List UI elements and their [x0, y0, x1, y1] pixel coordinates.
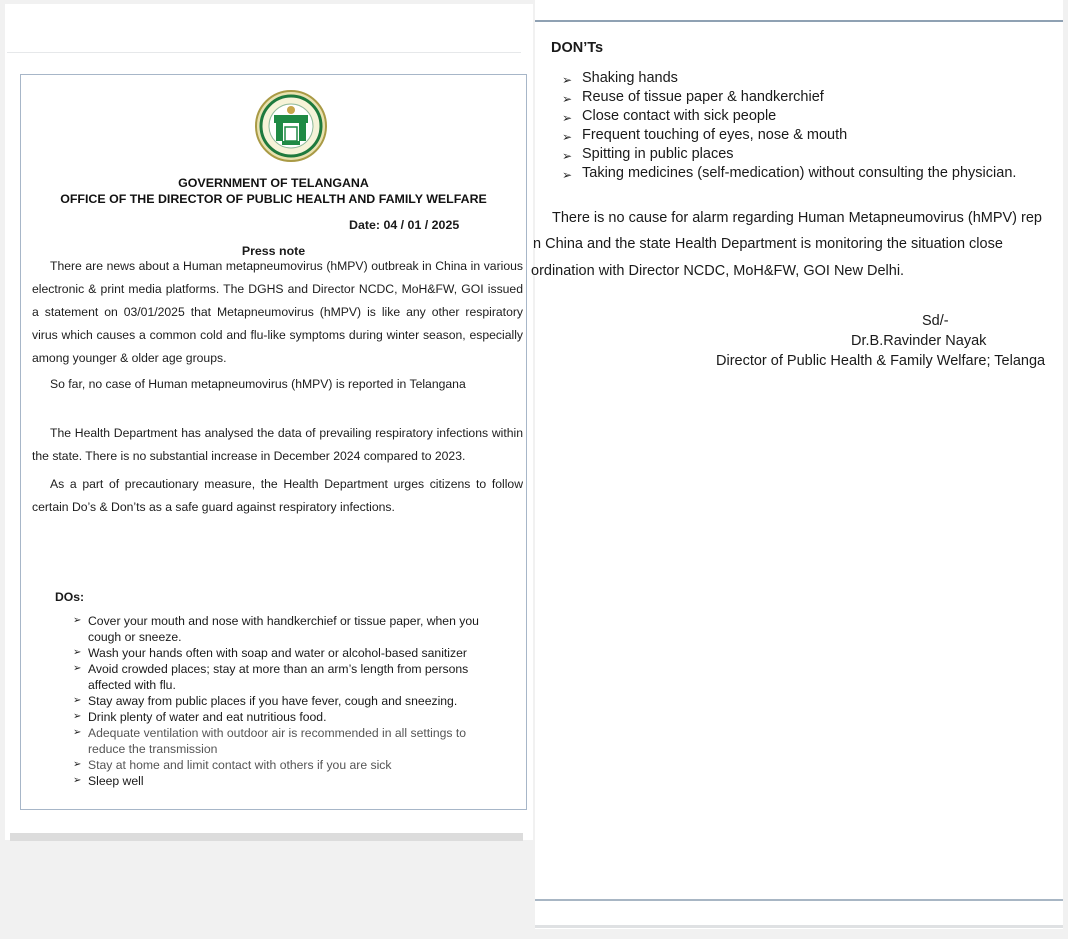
- arrow-bullet-icon: ➢: [562, 92, 573, 106]
- paragraph: There are news about a Human metapneumovirus (hMPV) outbreak in China in various electronic & print media platforms. The DGHS and Director NCDC, MoH&FW, GOI issued a statement on 03/01/2025 that Metapneumovirus (hMPV) is like any other respiratory virus which causes a common cold and flu-like symptoms during winter season, especially among younger & older age groups.: [32, 259, 523, 365]
- paragraph: As a part of precautionary measure, the Health Department urges citizens to follow certain Do’s & Don’ts as a safe guard against respiratory infections.: [32, 477, 523, 514]
- arrow-bullet-icon: ➢: [562, 73, 573, 87]
- divider: [535, 20, 1063, 22]
- date-value: 04 / 01 / 2025: [383, 218, 460, 232]
- paragraph: So far, no case of Human metapneumovirus (hMPV) is reported in Telangana: [50, 377, 466, 391]
- list-item-text: Frequent touching of eyes, nose & mouth: [582, 127, 848, 143]
- list-item-text: Cover your mouth and nose with handkerchief or tissue paper, when you cough or sneeze.: [88, 614, 479, 644]
- press-note-title: Press note: [241, 244, 306, 258]
- list-item: [562, 107, 1016, 126]
- dos-list: [73, 613, 503, 789]
- list-item: [73, 661, 503, 693]
- list-item: [73, 693, 503, 709]
- closing-line: n China and the state Health Department is monitoring the situation close: [533, 236, 1003, 252]
- arrow-bullet-icon: ➢: [562, 130, 573, 144]
- signatory-name: Dr.B.Ravinder Nayak: [851, 333, 987, 349]
- arrow-bullet-icon: ➢: [73, 727, 82, 738]
- page-edge: [10, 833, 523, 841]
- list-item: [73, 613, 503, 645]
- list-item-text: Avoid crowded places; stay at more than an arm’s length from persons affected with flu.: [88, 662, 469, 692]
- list-item-text: Sleep well: [88, 774, 144, 788]
- donts-title: DON’Ts: [551, 40, 604, 56]
- donts-list: [562, 69, 1016, 183]
- list-item-text: Wash your hands often with soap and water or alcohol-based sanitizer: [88, 646, 467, 660]
- header-government: GOVERNMENT OF TELANGANA: [178, 176, 369, 190]
- signature-sd: Sd/-: [922, 313, 949, 329]
- paragraph: The Health Department has analysed the data of prevailing respiratory infections within the state. There is no substantial increase in December 2024 compared to 2023.: [32, 426, 523, 463]
- telangana-emblem-icon: [252, 89, 330, 163]
- list-item-text: Stay at home and limit contact with others if you are sick: [88, 758, 392, 772]
- list-item-text: Spitting in public places: [582, 146, 734, 162]
- dos-title: DOs:: [55, 590, 85, 604]
- header-office: OFFICE OF THE DIRECTOR OF PUBLIC HEALTH AND FAMILY WELFARE: [60, 192, 487, 206]
- right-page: [531, 0, 1063, 929]
- date-line: [349, 218, 459, 232]
- list-item-text: Taking medicines (self-medication) without consulting the physician.: [582, 165, 1017, 181]
- arrow-bullet-icon: ➢: [73, 695, 82, 706]
- list-item-text: Adequate ventilation with outdoor air is recommended in all settings to reduce the transmission: [88, 726, 467, 756]
- list-item: [562, 126, 1016, 145]
- closing-line: There is no cause for alarm regarding Human Metapneumovirus (hMPV) rep: [552, 210, 1042, 226]
- list-item-text: Close contact with sick people: [582, 108, 777, 124]
- list-item: [73, 645, 503, 661]
- arrow-bullet-icon: ➢: [73, 759, 82, 770]
- list-item: [73, 773, 503, 789]
- arrow-bullet-icon: ➢: [562, 168, 573, 182]
- list-item: [562, 88, 1016, 107]
- list-item-text: Drink plenty of water and eat nutritious food.: [88, 710, 327, 724]
- arrow-bullet-icon: ➢: [73, 615, 82, 626]
- divider: [535, 899, 1063, 901]
- arrow-bullet-icon: ➢: [73, 647, 82, 658]
- arrow-bullet-icon: ➢: [73, 663, 82, 674]
- press-note-frame: [20, 74, 527, 810]
- list-item-text: Shaking hands: [582, 70, 678, 86]
- list-item: [73, 709, 503, 725]
- signatory-designation: Director of Public Health & Family Welfare; Telanga: [716, 353, 1046, 369]
- list-item: [562, 145, 1016, 164]
- left-page: [5, 4, 533, 840]
- arrow-bullet-icon: ➢: [73, 711, 82, 722]
- arrow-bullet-icon: ➢: [562, 149, 573, 163]
- arrow-bullet-icon: ➢: [73, 775, 82, 786]
- list-item: [562, 69, 1016, 88]
- page-edge: [535, 925, 1063, 928]
- arrow-bullet-icon: ➢: [562, 111, 573, 125]
- list-item: [73, 757, 503, 773]
- list-item: [562, 164, 1016, 183]
- list-item-text: Reuse of tissue paper & handkerchief: [582, 89, 824, 105]
- closing-line: ordination with Director NCDC, MoH&FW, GOI New Delhi.: [531, 263, 905, 279]
- date-label: Date:: [349, 218, 380, 232]
- list-item-text: Stay away from public places if you have fever, cough and sneezing.: [88, 694, 458, 708]
- divider: [7, 52, 521, 53]
- list-item: [73, 725, 503, 757]
